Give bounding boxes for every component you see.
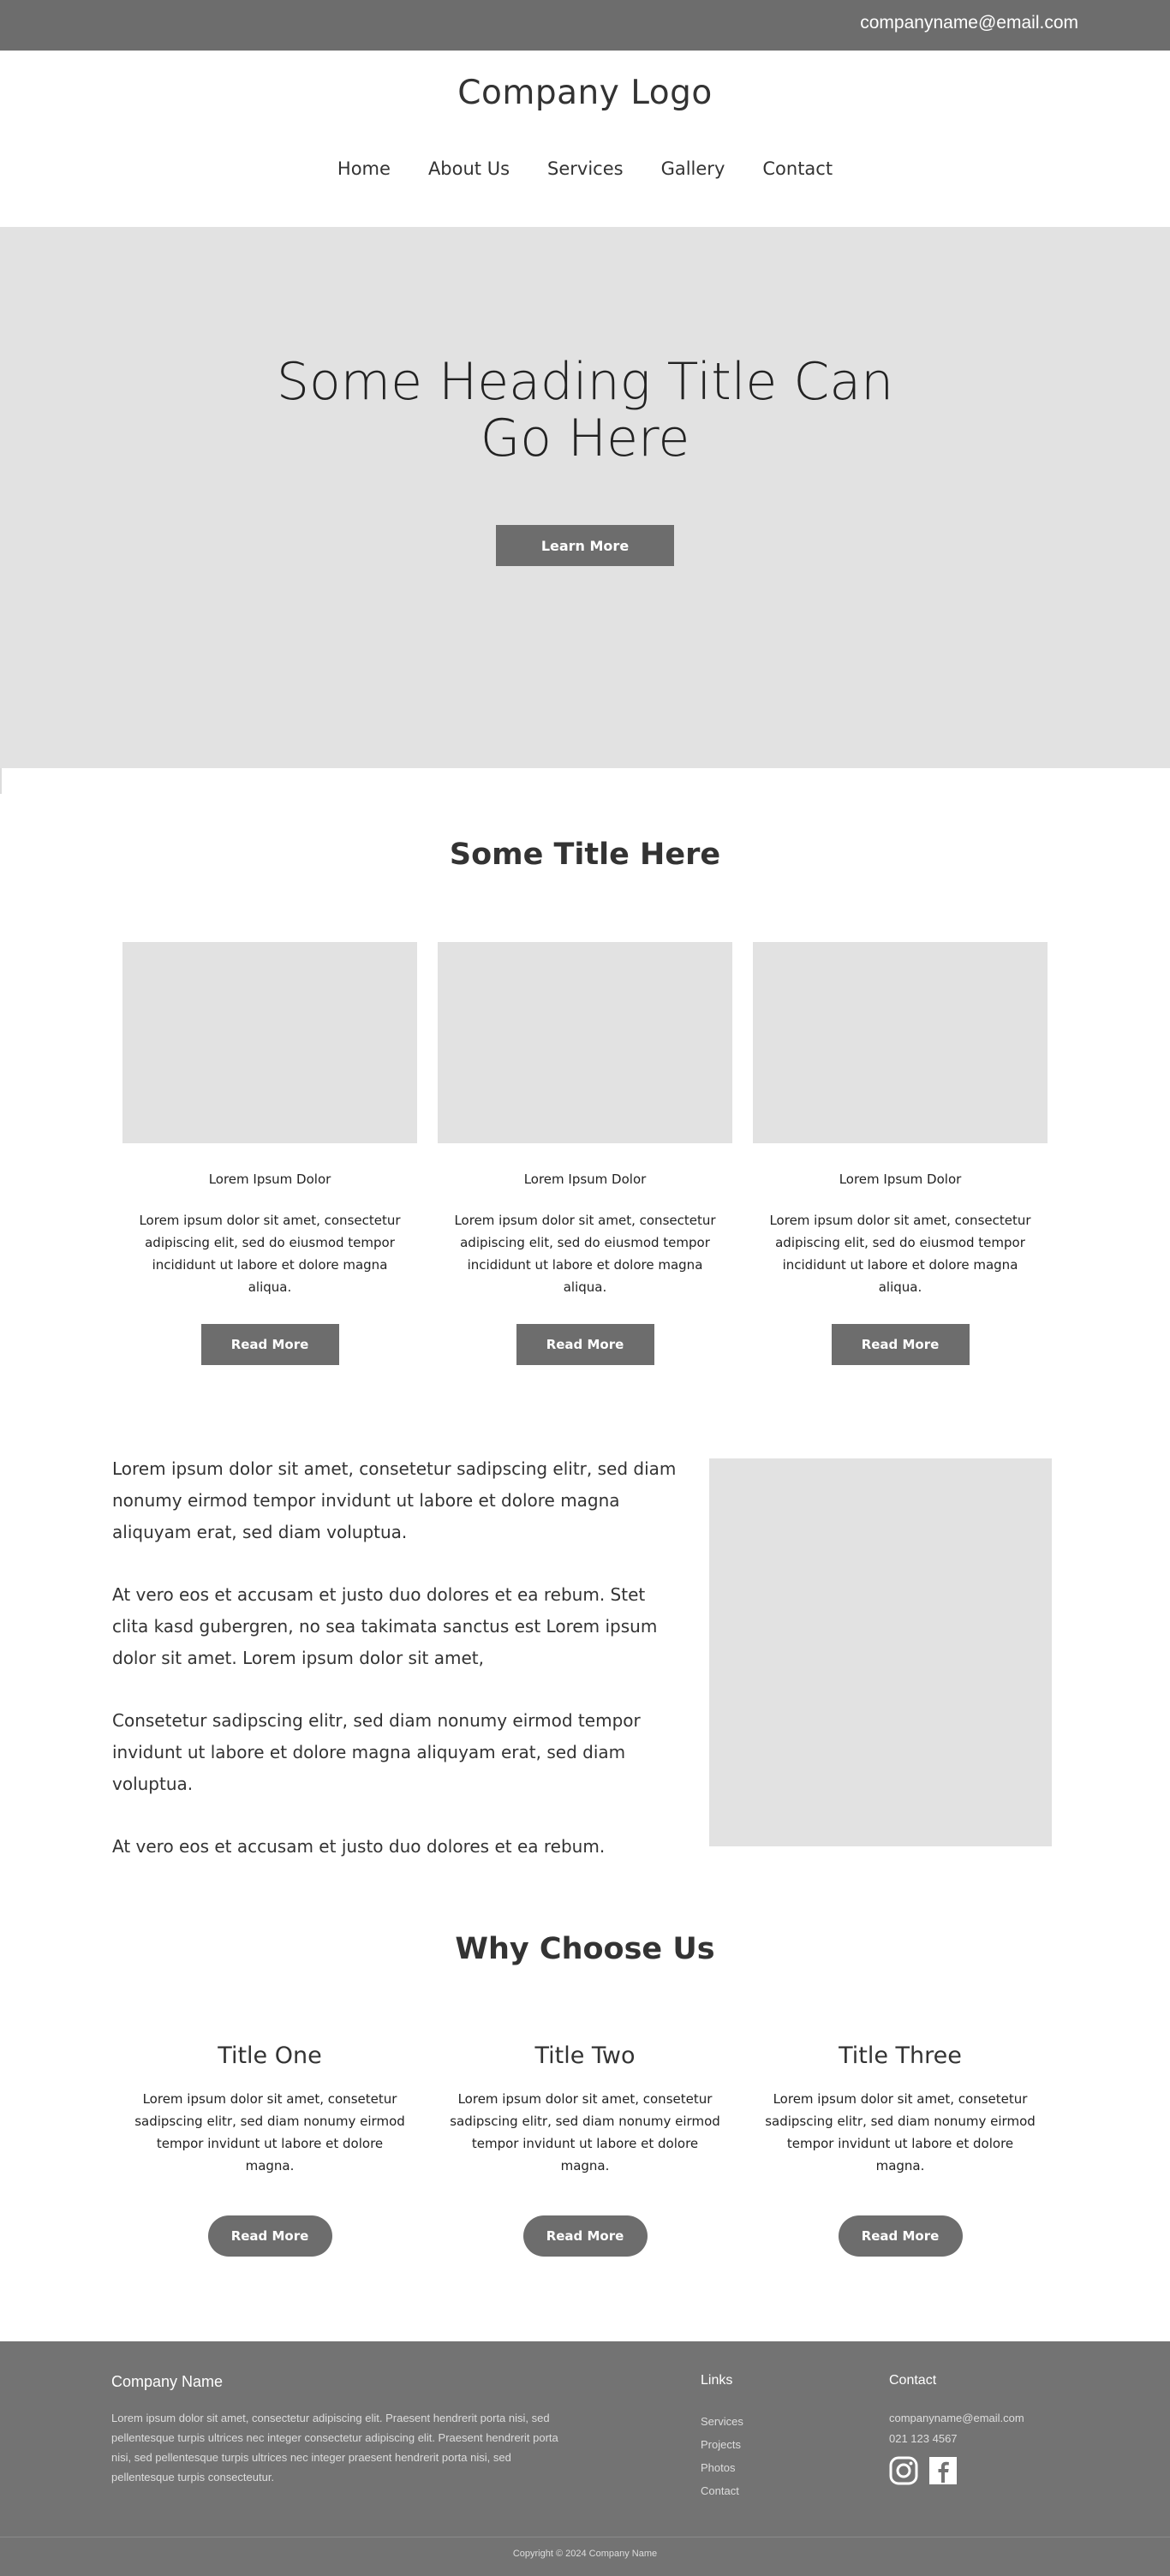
footer-links-title: Links xyxy=(701,2373,733,2388)
feature-item xyxy=(133,2042,407,2257)
about-text xyxy=(112,1453,678,1893)
divider xyxy=(0,768,2,794)
about-paragraph: Consetetur sadipscing elitr, sed diam nonumy eirmod tempor invidunt ut labore et dolore magna aliquyam erat, sed diam voluptua. xyxy=(112,1710,641,1794)
why-choose-us-title: Why Choose Us xyxy=(455,1932,715,1966)
card-title: Lorem Ipsum Dolor xyxy=(839,1172,962,1187)
footer-contact-phone: 021 123 4567 xyxy=(889,2432,958,2445)
nav-item-about-us[interactable]: About Us xyxy=(427,158,510,179)
card-text: Lorem ipsum dolor sit amet, consectetur adipiscing elit, sed do eiusmod tempor incididunt ut labore et dolore magna aliqua. xyxy=(769,1213,1031,1295)
footer-company-name: Company Name xyxy=(111,2373,224,2390)
nav-item-services[interactable]: Services xyxy=(547,158,624,179)
top-bar xyxy=(0,0,1170,51)
about-image-placeholder xyxy=(709,1458,1052,1846)
instagram-icon[interactable] xyxy=(889,2456,918,2485)
feature-text: Lorem ipsum dolor sit amet, consetetur sadipscing elitr, sed diam nonumy eirmod tempor invidunt ut labore et dolore magna. xyxy=(765,2091,1036,2174)
about-paragraph: At vero eos et accusam et justo duo dolores et ea rebum. xyxy=(112,1836,606,1857)
footer-link-photos[interactable]: Photos xyxy=(701,2461,736,2474)
feature-title: Title Three xyxy=(839,2042,962,2069)
feature-text: Lorem ipsum dolor sit amet, consetetur sadipscing elitr, sed diam nonumy eirmod tempor invidunt ut labore et dolore magna. xyxy=(134,2091,405,2174)
footer-link-projects[interactable]: Projects xyxy=(701,2438,741,2451)
feature-item xyxy=(763,2042,1037,2257)
social-links xyxy=(889,2456,958,2485)
site-footer xyxy=(0,2341,1170,2576)
learn-more-button[interactable]: Learn More xyxy=(496,525,674,566)
read-more-button[interactable]: Read More xyxy=(201,1324,339,1365)
service-card xyxy=(753,942,1048,1365)
about-paragraph: Lorem ipsum dolor sit amet, consetetur sadipscing elitr, sed diam nonumy eirmod tempor invidunt ut labore et dolore magna aliquyam erat, sed diam voluptua. xyxy=(112,1458,677,1542)
company-logo[interactable]: Company Logo xyxy=(457,74,713,112)
about-paragraph: At vero eos et accusam et justo duo dolores et ea rebum. Stet clita kasd gubergren, no sea takimata sanctus est Lorem ipsum dolor sit amet. Lorem ipsum dolor sit amet, xyxy=(112,1584,658,1668)
hero-title: Some Heading Title Can Go Here xyxy=(276,352,894,468)
read-more-button[interactable]: Read More xyxy=(839,2215,963,2257)
nav-item-gallery[interactable]: Gallery xyxy=(660,158,725,179)
read-more-button[interactable]: Read More xyxy=(208,2215,332,2257)
card-image-placeholder xyxy=(438,942,732,1143)
footer-link-contact[interactable]: Contact xyxy=(701,2484,739,2497)
main-nav xyxy=(0,158,1170,179)
card-image-placeholder xyxy=(753,942,1048,1143)
read-more-button[interactable]: Read More xyxy=(516,1324,654,1365)
feature-title: Title Two xyxy=(534,2042,636,2069)
feature-item xyxy=(448,2042,722,2257)
card-text: Lorem ipsum dolor sit amet, consectetur adipiscing elit, sed do eiusmod tempor incididunt ut labore et dolore magna aliqua. xyxy=(454,1213,716,1295)
top-bar-email[interactable]: companyname@email.com xyxy=(860,13,1078,33)
card-title: Lorem Ipsum Dolor xyxy=(523,1172,647,1187)
footer-contact-email[interactable]: companyname@email.com xyxy=(889,2412,1024,2424)
footer-links xyxy=(701,2410,743,2502)
feature-title: Title One xyxy=(218,2042,322,2069)
facebook-icon[interactable] xyxy=(928,2456,958,2485)
card-text: Lorem ipsum dolor sit amet, consectetur adipiscing elit, sed do eiusmod tempor incididunt ut labore et dolore magna aliqua. xyxy=(139,1213,401,1295)
read-more-button[interactable]: Read More xyxy=(523,2215,648,2257)
service-card xyxy=(122,942,417,1365)
footer-link-services[interactable]: Services xyxy=(701,2415,743,2428)
nav-item-home[interactable]: Home xyxy=(337,158,391,179)
section-title: Some Title Here xyxy=(449,838,721,872)
read-more-button[interactable]: Read More xyxy=(832,1324,970,1365)
service-card xyxy=(438,942,732,1365)
card-title: Lorem Ipsum Dolor xyxy=(208,1172,331,1187)
copyright-text: Copyright © 2024 Company Name xyxy=(512,2549,658,2559)
feature-text: Lorem ipsum dolor sit amet, consetetur sadipscing elitr, sed diam nonumy eirmod tempor invidunt ut labore et dolore magna. xyxy=(450,2091,720,2174)
nav-item-contact[interactable]: Contact xyxy=(762,158,833,179)
footer-contact-info xyxy=(889,2408,1024,2449)
footer-contact-title: Contact xyxy=(889,2373,937,2388)
card-image-placeholder xyxy=(122,942,417,1143)
hero-banner xyxy=(0,227,1170,768)
footer-description: Lorem ipsum dolor sit amet, consectetur adipiscing elit. Praesent hendrerit porta nisi, sed pellentesque turpis ultrices nec integer consectetur adipiscing elit. Praesent hendrerit porta nisi, sed pellentesque turpis ultrices nec integer praesent hendrerit porta nisi, sed pellentesque turpis consecteutur. xyxy=(111,2412,558,2484)
